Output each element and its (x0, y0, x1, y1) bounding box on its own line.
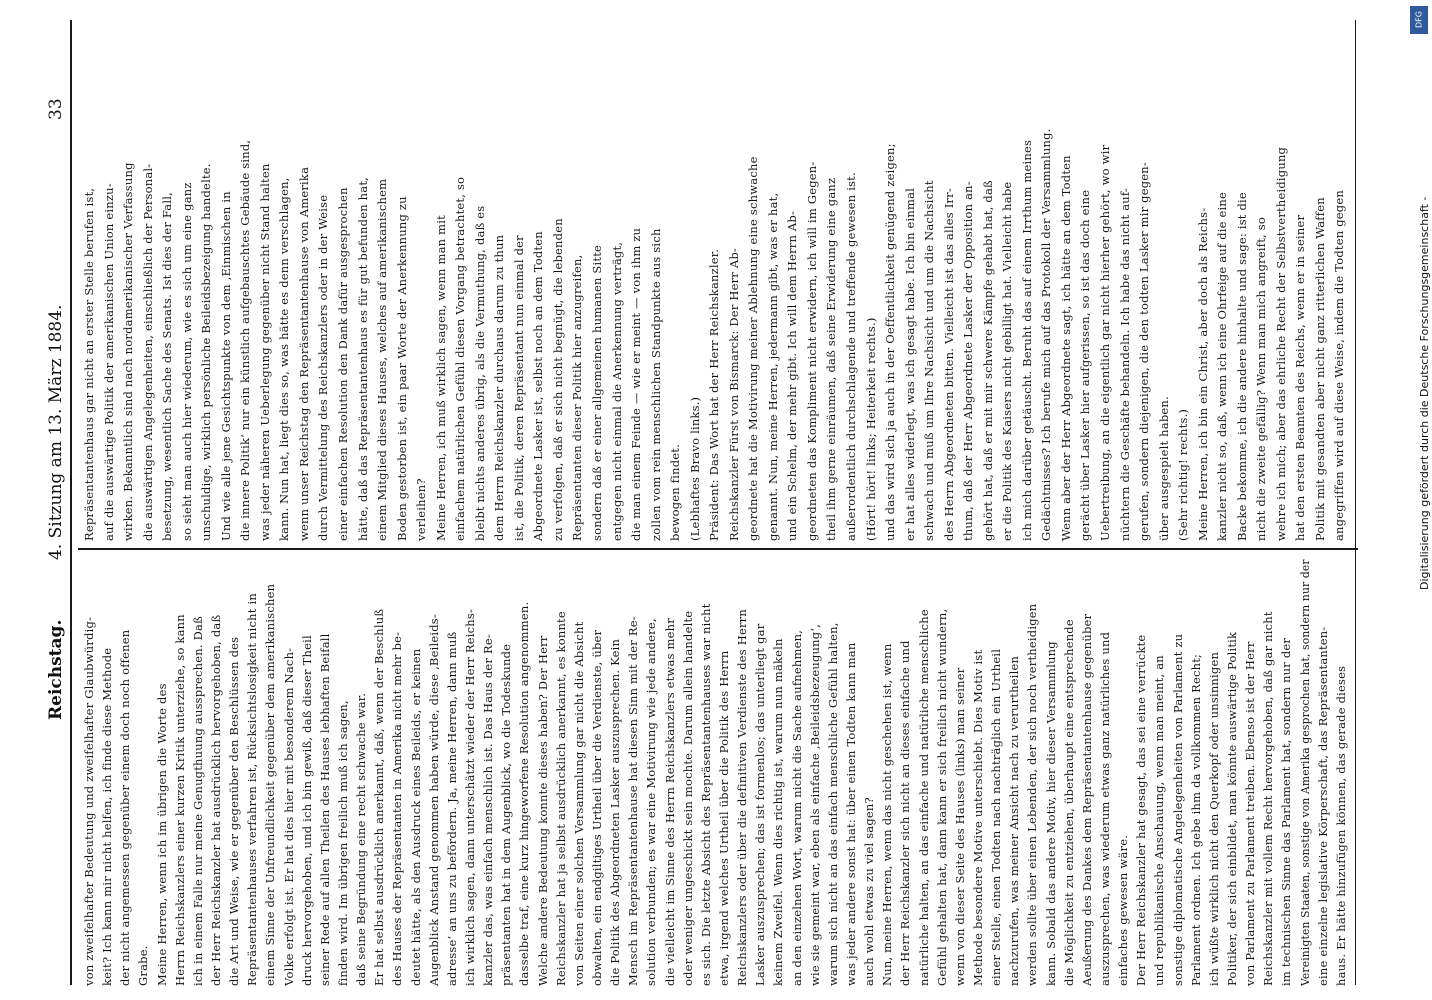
text-line: Vereinigten Staaten, sonstige von Amerika gesprochen hat, sondern nur der (1297, 559, 1312, 986)
text-line: Meine Herren, wenn ich im übrigen die Worte des (154, 683, 169, 986)
text-line: etwa, irgend welches Urtheil über die Politik des Herrn (717, 650, 731, 986)
text-line: die auswärtigen Angelegenheiten, einschließlich der Personal- (140, 163, 155, 541)
text-column-2 (80, 10, 1350, 545)
text-line: Und wie alle jene Gesichtspunkte von dem ‚Einmischen in (218, 191, 233, 541)
text-line: Reichskanzler hat ja selbst ausdrücklich anerkannt, es konnte (553, 611, 568, 986)
text-line: Herrn Reichskanzlers einer kurzen Kritik unterziehe, so kann (172, 614, 187, 986)
text-line: auch wohl etwas zu viel sagen? (862, 797, 877, 986)
text-line: im technischen Sinne das Parlament hat, sondern nur der (1279, 637, 1294, 986)
text-line: obwalten, ein endgiltiges Urtheil über die Verdienste, über (590, 629, 604, 986)
text-line: Reichskanzler mit vollem Recht hervorgehoben, daß gar nicht (1261, 611, 1276, 986)
text-line: (Lebhaftes Bravo links.) (687, 396, 702, 541)
text-line: ich in einem Falle nur meine Genugthuung aussprechen. Daß (190, 616, 205, 986)
text-line: wenn von dieser Seite des Hauses (links) man seiner (952, 667, 967, 986)
text-line: der Herr Reichskanzler hat ausdrücklich hervorgehoben, daß (209, 614, 223, 986)
text-line: des Hauses der Repräsentanten in Amerika nicht mehr be- (390, 631, 405, 986)
text-line: kann. Sobald das andere Motiv, hier dieser Versammlung (1043, 641, 1058, 986)
text-line: theil ihm gerne einräumen, daß seine Erwiderung eine ganz (824, 177, 839, 541)
text-line: Uebertreibung, an die eigentlich gar nicht hierher gehört, wo wir (1098, 144, 1112, 541)
text-line: geordneten das Kompliment nicht erwidern, ich will im Gegen- (804, 161, 819, 541)
text-line: Augenblick Anstand genommen haben würde, diese ‚Beileids- (426, 614, 441, 986)
text-line: daß seine Begründung eine recht schwache war. (354, 692, 369, 986)
text-line: von Parlament zu Parlament treiben. Ebenso ist der Herr (1243, 641, 1258, 986)
text-line: gerufen, sondern diejenigen, die den todten Lasker mir gegen- (1137, 161, 1152, 541)
text-line: hat den ersten Beamten des Reichs, wenn er in seiner (1293, 214, 1308, 541)
text-line: ist, die Politik, deren Repräsentant nun einmal der (511, 235, 526, 541)
text-line: Mensch im Repräsentantenhause hat diesen Sinn mit der Re- (626, 616, 641, 986)
text-line: was jeder näheren Ueberlegung gegenüber nicht Stand halten (257, 163, 272, 541)
text-line: keit? Ich kann mir nicht helfen, ich finde diese Methode (100, 647, 115, 986)
text-line: Boden gestorben ist, ein paar Worte der Anerkennung zu (394, 196, 409, 541)
text-line: Repräsentantenhaus gar nicht an erster Stelle berufen ist, (82, 187, 96, 541)
text-line: einfachem natürlichen Gefühl diesen Vorgang betrachtet, so (453, 176, 468, 541)
text-line: zu verfolgen, daß er sich nicht begnügt, die lebenden (550, 218, 565, 541)
text-line: Parlament ordnen. Ich gebe ihm da vollkommen Recht; (1188, 653, 1203, 986)
text-line: finden wird. Im übrigen freilich muß ich sagen, (336, 700, 350, 986)
text-line: Repräsentanten dieser Politik hier anzugreifen, (570, 254, 585, 541)
text-line: Grabe. (136, 945, 151, 986)
text-line: Abgeordnete Lasker ist, selbst noch an dem Todten (531, 231, 546, 541)
text-line: ich mich darüber getäuscht. Beruht das auf einem Irrthum meines (1019, 139, 1034, 541)
text-line: haus. Er hätte hinzufügen können, das gerade dieses (1333, 665, 1348, 986)
text-line: Reichskanzler Fürst von Bismarck: Der Herr Ab- (726, 247, 741, 541)
text-line: was jeder andere sonst hat: über einen Todten kann man (844, 642, 858, 986)
text-line: wenn unser Reichstag den Repräsentantenhause von Amerika (296, 166, 311, 541)
text-line: Volke erfolgt ist. Er hat dies hier mit besonderem Nach- (281, 647, 296, 986)
text-line: Welche andere Bedeutung konnte dieses haben? Der Herr (535, 635, 550, 986)
digitization-note: Digitalisierung gefördert durch die Deutsche Forschungsgemeinschaft - (1418, 196, 1431, 590)
text-line: Politiker, der sich einbildet, man könnte auswärtige Politik (1225, 631, 1239, 986)
text-line: die Art und Weise, wie er gegenüber den Beschlüssen des (227, 636, 242, 986)
text-line: Gefühl gehalten hat, dann kann er sich freilich nicht wundern, (934, 608, 949, 986)
text-line: hätte, daß das Repräsentantenhaus es für gut befunden hat, (355, 176, 370, 541)
text-line: die Politik des Abgeordneten Lasker auszusprechen. Kein (608, 638, 623, 986)
header-rule (70, 20, 72, 985)
text-line: gerächt über Lasker hier aufgerissen, so ist das doch eine (1078, 189, 1093, 541)
text-line: bleibt nichts anderes übrig, als die Vermuthung, daß es (472, 205, 487, 541)
text-line: Der Herr Reichskanzler hat gesagt, das sei eine verrückte (1134, 634, 1149, 986)
text-line: Meine Herren, ich bin ein Christ, aber doch als Reichs- (1195, 207, 1210, 541)
text-line: gehört hat, daß er mit mir schwere Kämpfe gehabt hat, daß (980, 180, 995, 541)
text-line: oder weniger ungeschickt sein mochte. Darum allein handelte (680, 610, 695, 986)
text-line: an den einzelnen Wort, warum nicht die Sache aufnehmen, (789, 629, 804, 986)
text-line: einer einfachen Resolution den Dank dafür ausgesprochen (336, 187, 350, 541)
text-line: Methode besondere Motive unterschiebt. Dies Motiv ist (971, 649, 985, 986)
text-line: besetzung, wesentlich Sache des Senats. Ist dies der Fall, (160, 192, 175, 541)
text-line: Repräsentantenhauses verfahren ist, Rücksichtslosigkeit nicht in (245, 593, 260, 986)
header-title: 4. Sitzung am 13. März 1884. (46, 304, 66, 560)
text-line: und ein Schelm, der mehr gibt. Ich will dem Herrn Ab- (785, 210, 800, 541)
text-line: er hat alles widerlegt, was ich gesagt habe. Ich bin einmal (902, 187, 917, 541)
text-line: genannt. Nun, meine Herren, jedermann gibt, was er hat, (765, 192, 780, 541)
text-line: einer Stelle, einen Todten nach nachträglich ein Urtheil (989, 648, 1004, 986)
text-line: Reichskanzlers oder über die definitiven Verdienste des Herrn (735, 609, 750, 986)
text-line: einfaches gewesen wäre. (1116, 834, 1131, 986)
text-line: außerordentlich durchschlagende und treffende gewesen ist. (844, 172, 858, 541)
text-line: wie sie gemeint war, eben als einfache ‚Beileidsbezeugung‘, (807, 623, 822, 986)
right-rule (1355, 20, 1356, 985)
text-line: schwach und muß um Ihre Nachsicht und um die Nachsicht (922, 180, 937, 541)
text-line: die innere Politik‘ nur ein künstlich aufgebauschtes Gebäude sind, (238, 139, 253, 541)
text-line: wirken. Bekanntlich sind nach nordamerikanischer Verfassung (121, 162, 136, 541)
text-line: kanzler nicht so, daß, wenn ich eine Ohrfeige auf die eine (1215, 192, 1230, 541)
text-line: Er hat selbst ausdrücklich anerkannt, daß, wenn der Beschluß (372, 608, 387, 986)
text-line: dasselbe traf, eine kurz hingeworfene Resolution angenommen. (517, 601, 532, 986)
text-line: solution verbunden; es war eine Motivirung wie jede andere, (644, 618, 659, 986)
text-line: präsentanten hat in dem Augenblick, wo die Todeskunde (499, 643, 514, 986)
text-line: die man einem Feinde — wie er meint — von ihm zu (629, 227, 644, 541)
text-line: von zweifelhafter Bedeutung und zweifelhafter Glaubwürdig- (82, 616, 96, 986)
text-line: der nicht angemessen gegenüber einem doch noch offenen (118, 629, 133, 986)
text-line: (Sehr richtig! rechts.) (1176, 408, 1191, 541)
text-line: eine einzelne legislative Körperschaft, das Repräsentanten- (1315, 626, 1330, 986)
text-line: seiner Rede auf allen Theilen des Hauses lebhaften Beifall (317, 633, 332, 986)
text-line: geordnete hat die Motivirung meiner Ablehnung eine schwache (746, 156, 761, 541)
text-line: Gedächtnisses? Ich berufe mich auf das Protokoll der Versammlung. (1039, 128, 1054, 541)
text-line: dem Herrn Reichskanzler durchaus darum zu thun (492, 234, 507, 541)
text-line: werden sollte über einen Lebenden, der sich noch vertheidigen (1025, 603, 1040, 986)
text-line: nicht die zweite gefällig? Wenn man mich angreift, so (1254, 217, 1269, 541)
text-line: des Herrn Abgeordneten bitten. Vielleicht ist das alles Irr- (941, 188, 956, 541)
text-line: kanzler das, was einfach menschlich ist. Das Haus der Re- (481, 634, 496, 986)
text-line: über ausgespielt haben. (1156, 396, 1171, 541)
text-line: natürliche halten, an das einfache und natürliche menschliche (916, 609, 931, 986)
text-line: unschuldige, wirklich persönliche Beileidsbezeigung handelte. (199, 163, 214, 541)
text-line: bewogen findet. (668, 444, 683, 541)
text-line: die vielleicht im Sinne des Herrn Reichskanzlers etwas mehr (662, 618, 677, 986)
text-line: durch Vermittelung des Reichskanzlers oder in der Weise (316, 194, 331, 541)
text-line: nachzurufen, was meiner Ansicht nach zu verurtheilen (1007, 655, 1022, 986)
text-line: entgegen nicht einmal die Anerkennung verträgt, (609, 241, 624, 541)
text-line: es sich. Die letzte Absicht des Repräsentantenhauses war nicht (698, 603, 713, 986)
text-line: Nun, meine Herren, wenn das nicht geschehen ist, wenn (880, 643, 895, 986)
text-line: Politik mit gesandten aber nicht ganz ritterlichen Waffen (1312, 197, 1327, 541)
text-line: und das wird sich ja auch in der Oeffentlichkeit genügend zeigen; (883, 143, 898, 541)
text-line: angegriffen wird auf diese Weise, indem die Todten gegen (1332, 190, 1347, 541)
text-line: kann. Nun hat, liegt dies so, was hätte es denn verschlagen, (277, 177, 292, 541)
text-line: sondern daß er einer allgemeinen humanen Sitte (590, 244, 604, 541)
text-line: und republikanische Anschauung, wenn man meint, an (1152, 655, 1167, 986)
text-line: Wenn aber der Herr Abgeordnete sagt, ich hätte an dem Todten (1058, 155, 1073, 541)
column-divider (78, 548, 1358, 550)
text-line: sonstige diplomatische Angelegenheiten von Parlament zu (1170, 633, 1185, 986)
text-line: ich wirklich sagen, dann unterschätzt wieder der Herr Reichs- (463, 608, 477, 986)
text-line: von Seiten einer solchen Versammlung gar nicht die Absicht (571, 621, 586, 986)
text-line: zollen vom rein menschlichen Standpunkte aus sich (648, 228, 663, 541)
text-line: einem Sinne der Unfreundlichkeit gegenüber dem amerikanischen (263, 583, 278, 986)
text-line: deutet hätte, als den Ausdruck eines Beileids, er keinen (408, 648, 423, 986)
text-line: druck hervorgehoben, und ich bin gewiß, daß dieser Theil (299, 635, 314, 986)
text-line: Präsident: Das Wort hat der Herr Reichskanzler. (707, 248, 722, 541)
text-line: verleihen? (414, 478, 429, 541)
header-left: Reichstag. (46, 619, 66, 720)
text-line: thum, daß der Herr Abgeordnete Lasker der Opposition an- (961, 181, 976, 541)
text-line: auf die auswärtige Politik der amerikanischen Union einzu- (101, 183, 116, 541)
text-line: einem Mitglied dieses Hauses, welches auf amerikanischem (375, 178, 390, 541)
text-line: die Möglichkeit zu entziehen, überhaupt eine entsprechende (1061, 619, 1076, 986)
text-line: Aeußerung des Dankes dem Repräsentantenhause gegenüber (1079, 613, 1094, 986)
text-line: Backe bekomme, ich die andere hinhalte und sage: ist die (1234, 192, 1249, 541)
text-line: Meine Herren, ich muß wirklich sagen, wenn man mit (433, 215, 448, 541)
text-line: Lasker auszusprechen; das ist formenlos; das unterliegt gar (753, 623, 768, 986)
text-line: wehre ich mich; aber das ehrliche Recht der Selbstvertheidigung (1273, 146, 1288, 541)
text-line: er die Politik des Kaisers nicht gebilligt hat. Vielleicht habe (1000, 181, 1015, 541)
text-line: auszusprechen, was wiederum etwas ganz natürliches und (1098, 631, 1112, 986)
text-line: der Herr Reichskanzler sich nicht an dieses einfache und (898, 640, 913, 986)
text-line: warum sich nicht an das einfach menschliche Gefühl halten, (825, 622, 840, 986)
text-line: nüchtern die Geschäfte behandeln. Ich habe das nicht auf- (1117, 188, 1132, 541)
text-line: (Hört! hört! links; Heiterkeit rechts.) (863, 317, 878, 541)
dfg-logo: DFG (1410, 6, 1428, 34)
text-line: ich wüßte wirklich nicht den Querkopf oder unsinnigen (1206, 651, 1221, 986)
text-column-1 (80, 555, 1350, 990)
text-line: adresse‘ an uns zu befördern. Ja, meine Herren, dann muß (444, 631, 459, 986)
page-number: 33 (46, 98, 66, 120)
text-line: keinem Zweifel. Wenn dies richtig ist, warum nun mäkeln (771, 638, 786, 986)
text-line: so sieht man auch hier wiederum, wie es sich um eine ganz (179, 182, 194, 541)
